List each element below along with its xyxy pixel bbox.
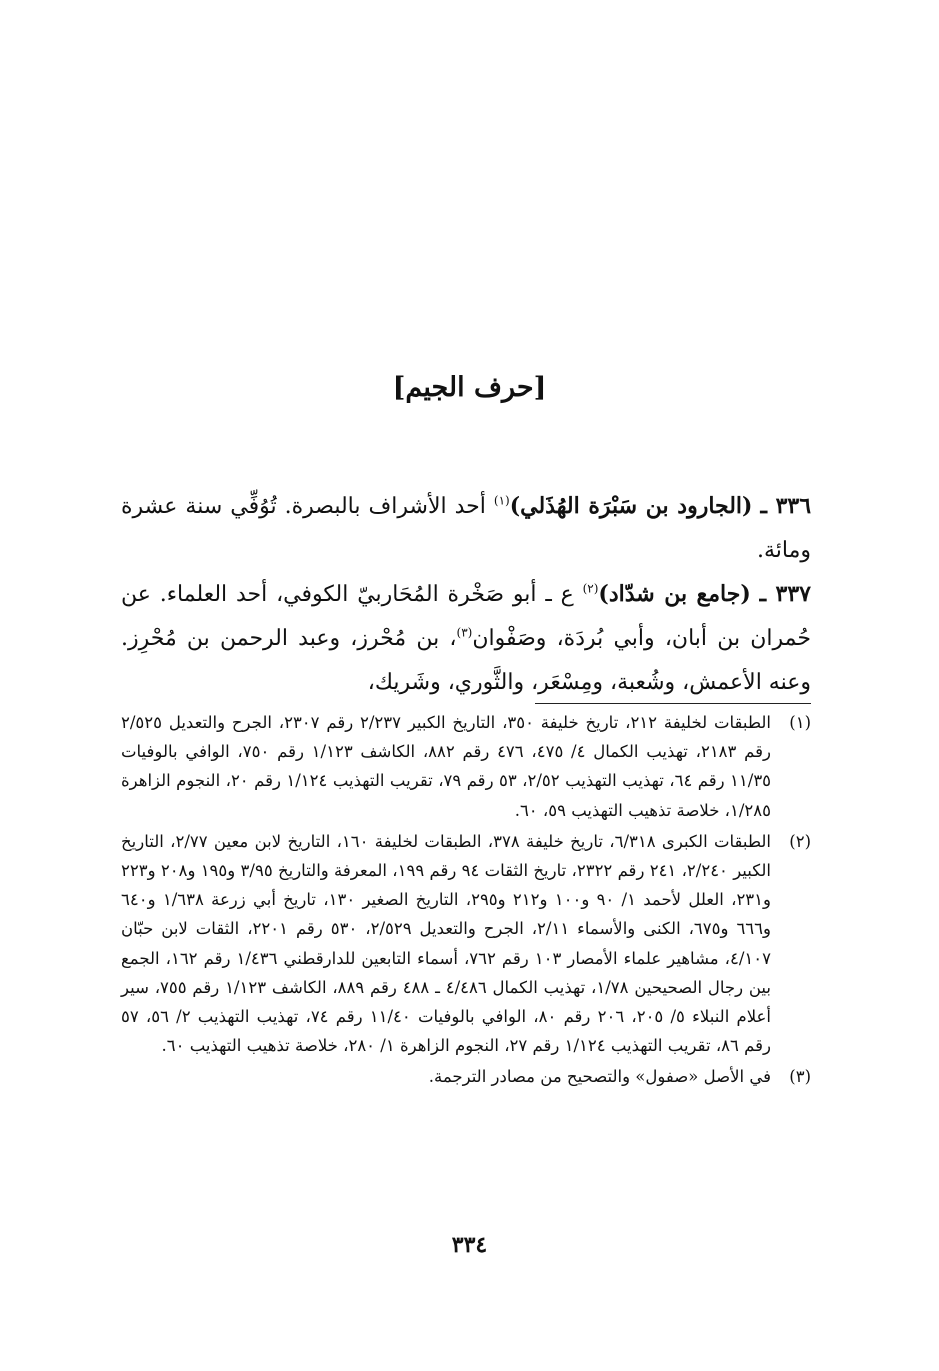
page-number: ٣٣٤ bbox=[451, 1232, 488, 1258]
footnote-reference[interactable]: (٣) bbox=[456, 625, 473, 640]
entry-number: ٣٣٧ ـ bbox=[759, 581, 811, 607]
biography-entry-336 bbox=[121, 484, 811, 573]
footnote-reference[interactable]: (٢) bbox=[582, 581, 599, 596]
footnote-text: الطبقات الكبرى ٦/٣١٨، تاريخ خليفة ٣٧٨، الطبقات لخليفة ١٦٠، التاريخ لابن معين ٢/٧٧، التاريخ الكبير ٢/٢٤٠، ٢٤١ رقم ٢٣٢٢، تاريخ الثقات ٩٤ رقم ١٩٩، المعرفة والتاريخ ٣/٩٥ و١٩٥ و٢٠٨ و٢٢٣ و٢٣١، العلل لأحمد ١/ ٩٠ و١٠٠ و٢١٢ و٢٩٥، التاريخ الصغير ١٣٠، تاريخ أبي زرعة ١/٦٣٨ و٦٤٠ و٦٦٦ و٦٧٥، الكنى والأسماء ٢/١١، الجرح والتعديل ٢/٥٢٩، ٥٣٠ رقم ٢٢٠١، الثقات لابن حبّان ٤/١٠٧، مشاهير علماء الأمصار ١٠٣ رقم ٧٦٢، أسماء التابعين للدارقطني ١/٤٣٦ رقم ١٦٢، الجمع بين رجال الصحيحين ١/٧٨، تهذيب الكمال ٤/٤٨٦ ـ ٤٨٨ رقم ٨٨٩، الكاشف ١/١٢٣ رقم ٧٥٥، سير أعلام النبلاء ٥/ ٢٠٥، ٢٠٦ رقم ٨٠، الوافي بالوفيات ١١/٤٠ رقم ٧٤، تهذيب التهذيب ٢/ ٥٦، ٥٧ رقم ٨٦، تقريب التهذيب ١/١٢٤ رقم ٢٧، النجوم الزاهرة ١/ ٢٨٠، خلاصة تذهيب التهذيب ٦٠. bbox=[121, 831, 772, 1056]
entry-name: (الجارود بن سَبْرَة الهُذَلي) bbox=[509, 493, 753, 519]
footnote-2 bbox=[121, 827, 811, 1061]
entry-text: أحد الأشراف بالبصرة. تُوُفِّي سنة عشرة ومائة. bbox=[121, 494, 811, 563]
footnote-number: (٢) bbox=[789, 831, 811, 851]
entry-name: (جامع بن شدّاد) bbox=[598, 581, 751, 607]
footnote-reference[interactable]: (١) bbox=[493, 493, 510, 508]
footnotes bbox=[121, 708, 811, 1094]
footnote-1 bbox=[121, 708, 811, 825]
chapter-heading: [حرف الجيم] bbox=[392, 372, 547, 403]
entry-number: ٣٣٦ ـ bbox=[760, 493, 812, 519]
footnote-3 bbox=[121, 1062, 811, 1091]
biography-entry-337 bbox=[121, 572, 811, 705]
footnote-separator bbox=[535, 703, 811, 704]
entry-text-continued: ، بن مُحْرز، وعبد الرحمن بن مُحْرِز. وعنه الأعمش، وشُعبة، ومِسْعَر، والثَّوري، وشَريك، bbox=[121, 626, 811, 695]
footnote-text: في الأصل «صفول» والتصحيح من مصادر الترجمة. bbox=[428, 1067, 771, 1087]
footnote-number: (٣) bbox=[789, 1067, 811, 1087]
entry-text: ع ـ أبو صَخْرة المُحَاربيّ الكوفي، أحد العلماء. عن حُمران بن أبان، وأبي بُردَة، وصَفْوان bbox=[121, 582, 811, 651]
footnote-number: (١) bbox=[789, 713, 811, 732]
footnote-text: الطبقات لخليفة ٢١٢، تاريخ خليفة ٣٥٠، التاريخ الكبير ٢/٢٣٧ رقم ٢٣٠٧، الجرح والتعديل ٢/٥٢٥ رقم ٢١٨٣، تهذيب الكمال ٤/ ٤٧٥، ٤٧٦ رقم ٨٨٢، الكاشف ١/١٢٣ رقم ٧٥٠، الوافي بالوفيات ١١/٣٥ رقم ٦٤، تهذيب التهذيب ٢/٥٢، ٥٣ رقم ٧٩، تقريب التهذيب ١/١٢٤ رقم ٢٠، النجوم الزاهرة ١/٢٨٥، خلاصة تذهيب التهذيب ٥٩، ٦٠. bbox=[121, 713, 772, 820]
